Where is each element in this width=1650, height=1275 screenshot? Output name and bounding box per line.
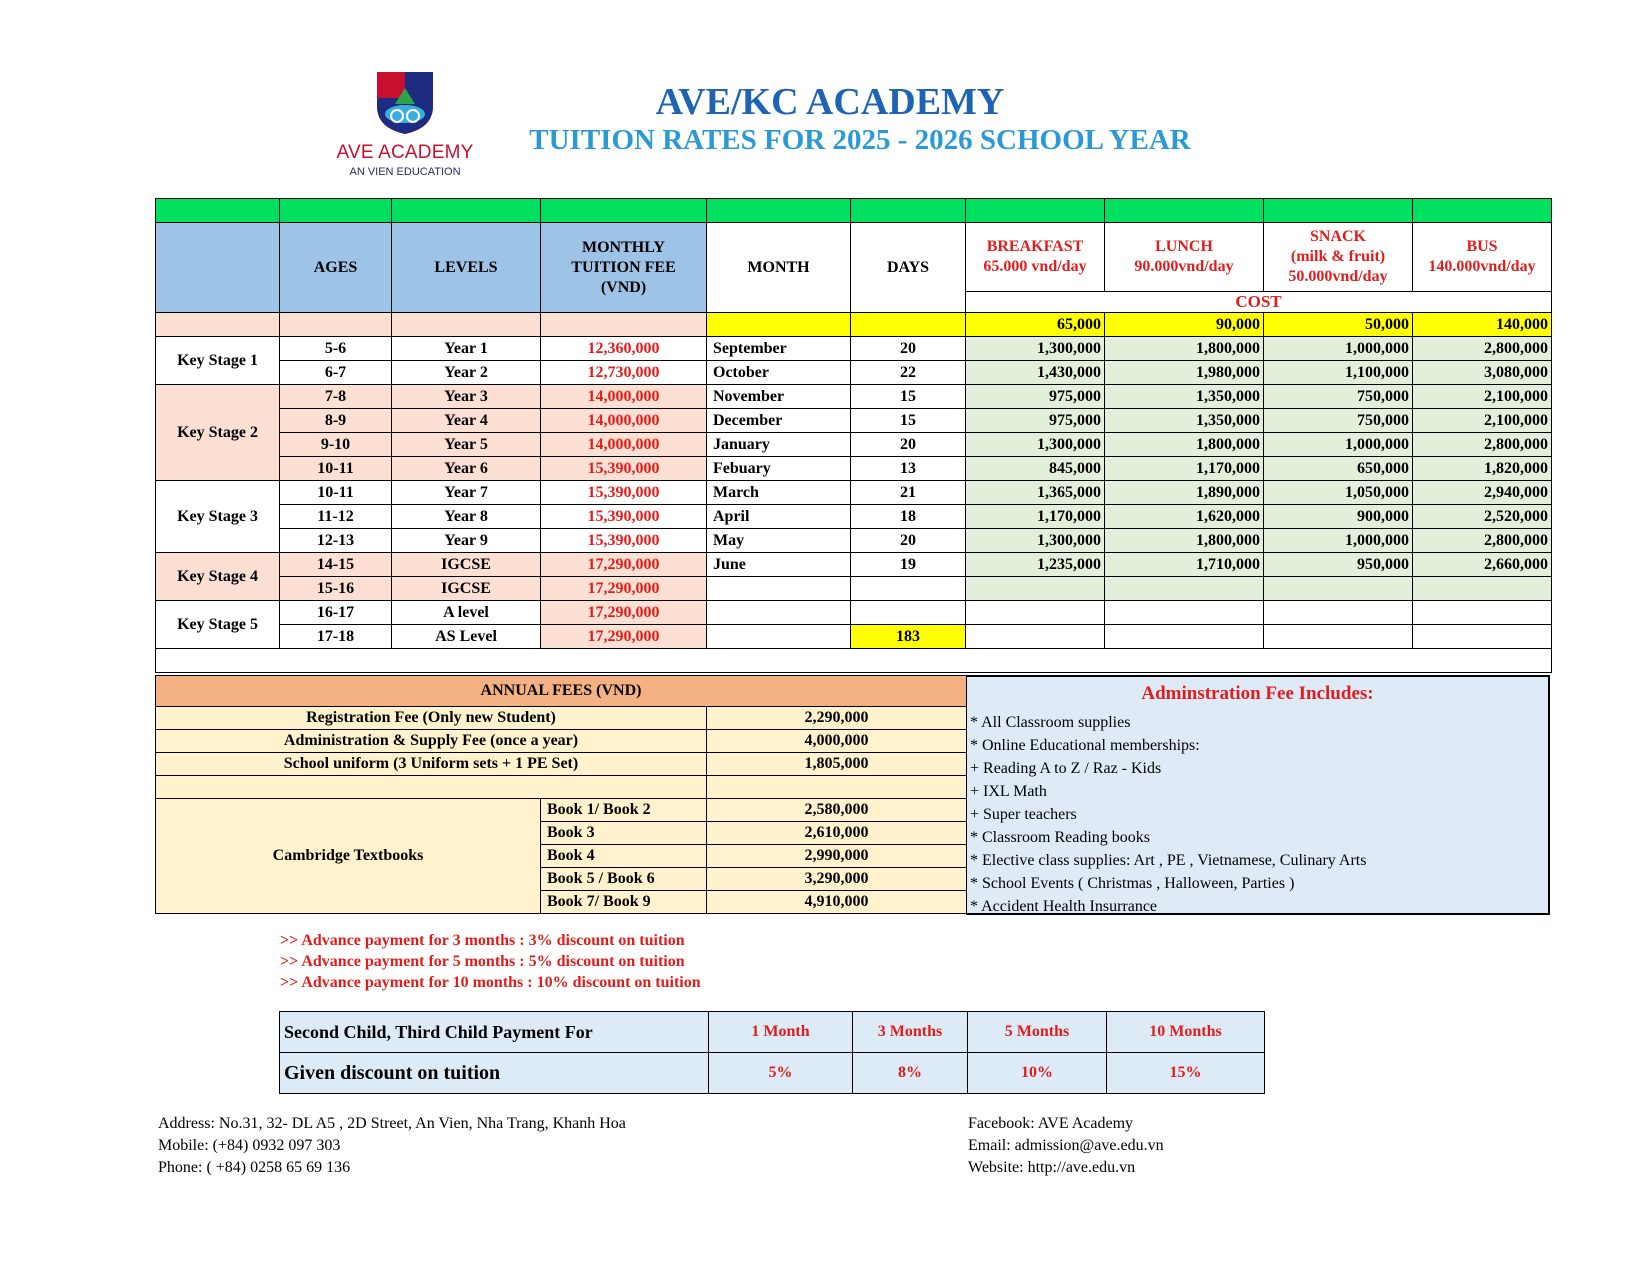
discount-value-row — [280, 1053, 1265, 1094]
discount-cell: 8% — [853, 1053, 968, 1094]
stage-label: Key Stage 2 — [156, 385, 280, 481]
lunch-cell: 1,890,000 — [1105, 481, 1264, 505]
table-row — [156, 505, 1552, 529]
table-row — [156, 433, 1552, 457]
lunch-cell: 1,350,000 — [1105, 409, 1264, 433]
admin-fee-title: Adminstration Fee Includes: — [1141, 683, 1374, 704]
rate-breakfast: 65,000 — [966, 313, 1105, 337]
fee-cell: 15,390,000 — [541, 505, 707, 529]
fee-row — [156, 776, 967, 799]
level-cell: Year 3 — [392, 385, 541, 409]
level-cell: Year 5 — [392, 433, 541, 457]
list-item: * School Events ( Christmas , Halloween, Parties ) — [970, 875, 1295, 892]
age-cell: 11-12 — [280, 505, 392, 529]
logo-brand-text: AVE ACADEMY — [336, 142, 474, 163]
phone-text: Phone: ( +84) 0258 65 69 136 — [158, 1159, 351, 1176]
table-row — [156, 601, 1552, 625]
lunch-cell: 1,710,000 — [1105, 553, 1264, 577]
lunch-cell — [1105, 577, 1264, 601]
snack-cell: 900,000 — [1264, 505, 1413, 529]
days-cell: 13 — [851, 457, 966, 481]
lunch-cell — [1105, 625, 1264, 649]
age-cell: 15-16 — [280, 577, 392, 601]
rate-snack: 50,000 — [1264, 313, 1413, 337]
page-subtitle: TUITION RATES FOR 2025 - 2026 SCHOOL YEAR — [529, 124, 1191, 156]
fee-cell: 14,000,000 — [541, 385, 707, 409]
fee-cell: 14,000,000 — [541, 409, 707, 433]
stage-label: Key Stage 5 — [156, 601, 280, 649]
table-row — [156, 481, 1552, 505]
fee-cell: 14,000,000 — [541, 433, 707, 457]
period-cell: 1 Month — [709, 1012, 853, 1053]
age-cell: 8-9 — [280, 409, 392, 433]
lunch-cell: 1,170,000 — [1105, 457, 1264, 481]
table-row — [156, 337, 1552, 361]
fee-cell: 17,290,000 — [541, 553, 707, 577]
days-cell: 21 — [851, 481, 966, 505]
rate-row — [156, 313, 1552, 337]
spacer-row — [156, 649, 1552, 673]
table-row — [156, 409, 1552, 433]
book-value: 2,580,000 — [707, 799, 967, 822]
bus-cell: 2,800,000 — [1413, 433, 1552, 457]
fee-cell: 15,390,000 — [541, 481, 707, 505]
month-cell: June — [707, 553, 851, 577]
lunch-cell: 1,350,000 — [1105, 385, 1264, 409]
table-row — [156, 577, 1552, 601]
bus-cell — [1413, 625, 1552, 649]
list-item: + IXL Math — [970, 783, 1047, 800]
month-cell — [707, 577, 851, 601]
age-cell: 9-10 — [280, 433, 392, 457]
fee-value: 1,805,000 — [707, 753, 967, 776]
breakfast-cell: 1,300,000 — [966, 433, 1105, 457]
month-cell — [707, 625, 851, 649]
fee-cell: 17,290,000 — [541, 625, 707, 649]
stage-label: Key Stage 1 — [156, 337, 280, 385]
discount-period-row — [280, 1012, 1265, 1053]
mobile-text: Mobile: (+84) 0932 097 303 — [158, 1137, 341, 1154]
fee-row — [156, 730, 967, 753]
fee-row — [156, 753, 967, 776]
contact-right — [968, 1113, 1164, 1179]
annual-fees-title: ANNUAL FEES (VND) — [156, 676, 967, 707]
note-line: >> Advance payment for 3 months : 3% discount on tuition — [280, 932, 685, 949]
list-item: + Reading A to Z / Raz - Kids — [970, 760, 1162, 777]
breakfast-cell: 1,300,000 — [966, 337, 1105, 361]
book-label: Book 7/ Book 9 — [541, 891, 707, 914]
col-header-breakfast: BREAKFAST 65.000 vnd/day — [966, 223, 1105, 292]
level-cell: Year 9 — [392, 529, 541, 553]
month-cell: November — [707, 385, 851, 409]
bus-cell: 2,800,000 — [1413, 337, 1552, 361]
bus-cell — [1413, 577, 1552, 601]
age-cell: 10-11 — [280, 457, 392, 481]
col-header-ages: AGES — [280, 223, 392, 313]
col-header-month: MONTH — [707, 223, 851, 313]
days-cell: 22 — [851, 361, 966, 385]
table-row — [156, 457, 1552, 481]
book-value: 3,290,000 — [707, 868, 967, 891]
period-cell: 10 Months — [1107, 1012, 1265, 1053]
list-item: * Elective class supplies: Art , PE , Vietnamese, Culinary Arts — [970, 852, 1367, 869]
month-cell: December — [707, 409, 851, 433]
age-cell: 17-18 — [280, 625, 392, 649]
facebook-link[interactable]: Facebook: AVE Academy — [968, 1115, 1134, 1132]
table-row — [156, 385, 1552, 409]
advance-payment-notes — [280, 930, 701, 993]
bus-cell: 2,940,000 — [1413, 481, 1552, 505]
col-header-fee: MONTHLY TUITION FEE (VND) — [541, 223, 707, 313]
snack-cell: 1,100,000 — [1264, 361, 1413, 385]
col-header-lunch: LUNCH 90.000vnd/day — [1105, 223, 1264, 292]
snack-cell — [1264, 601, 1413, 625]
col-header-bus: BUS 140.000vnd/day — [1413, 223, 1552, 292]
days-cell: 19 — [851, 553, 966, 577]
table-row — [156, 361, 1552, 385]
table-row — [156, 553, 1552, 577]
days-cell — [851, 601, 966, 625]
page-title: AVE/KC ACADEMY — [655, 81, 1005, 123]
table-row — [156, 625, 1552, 649]
lunch-cell: 1,800,000 — [1105, 433, 1264, 457]
book-label: Book 3 — [541, 822, 707, 845]
fee-value: 2,290,000 — [707, 707, 967, 730]
stage-label: Key Stage 4 — [156, 553, 280, 601]
breakfast-cell — [966, 625, 1105, 649]
month-cell: May — [707, 529, 851, 553]
lunch-cell: 1,800,000 — [1105, 529, 1264, 553]
fee-row — [156, 707, 967, 730]
rate-lunch: 90,000 — [1105, 313, 1264, 337]
level-cell: IGCSE — [392, 553, 541, 577]
discount-cell: 5% — [709, 1053, 853, 1094]
bus-cell: 2,660,000 — [1413, 553, 1552, 577]
age-cell: 6-7 — [280, 361, 392, 385]
school-logo — [322, 70, 488, 182]
email-link[interactable]: Email: admission@ave.edu.vn — [968, 1137, 1164, 1154]
school-crest-icon — [375, 70, 435, 136]
age-cell: 10-11 — [280, 481, 392, 505]
level-cell: AS Level — [392, 625, 541, 649]
annual-fees-header — [156, 676, 967, 707]
breakfast-cell: 1,235,000 — [966, 553, 1105, 577]
level-cell: A level — [392, 601, 541, 625]
breakfast-cell: 1,170,000 — [966, 505, 1105, 529]
textbooks-label: Cambridge Textbooks — [156, 799, 541, 914]
sibling-discount-table — [279, 1011, 1265, 1094]
age-cell: 14-15 — [280, 553, 392, 577]
snack-cell — [1264, 577, 1413, 601]
fee-label: Registration Fee (Only new Student) — [156, 707, 707, 730]
breakfast-cell — [966, 601, 1105, 625]
snack-cell: 1,000,000 — [1264, 433, 1413, 457]
snack-cell — [1264, 625, 1413, 649]
breakfast-cell: 975,000 — [966, 409, 1105, 433]
snack-cell: 1,050,000 — [1264, 481, 1413, 505]
cost-label: COST — [966, 292, 1552, 313]
list-item: + Super teachers — [970, 806, 1077, 823]
column-header-row — [156, 223, 1552, 292]
breakfast-cell: 1,430,000 — [966, 361, 1105, 385]
bus-cell: 2,100,000 — [1413, 385, 1552, 409]
bus-cell: 2,520,000 — [1413, 505, 1552, 529]
rate-bus: 140,000 — [1413, 313, 1552, 337]
fee-label: Administration & Supply Fee (once a year) — [156, 730, 707, 753]
level-cell: Year 2 — [392, 361, 541, 385]
month-cell: Febuary — [707, 457, 851, 481]
book-value: 2,990,000 — [707, 845, 967, 868]
month-cell: April — [707, 505, 851, 529]
days-cell: 18 — [851, 505, 966, 529]
level-cell: Year 8 — [392, 505, 541, 529]
fee-cell: 15,390,000 — [541, 457, 707, 481]
level-cell: Year 4 — [392, 409, 541, 433]
snack-cell: 1,000,000 — [1264, 529, 1413, 553]
list-item: * Classroom Reading books — [970, 829, 1150, 846]
note-line: >> Advance payment for 5 months : 5% discount on tuition — [280, 953, 685, 970]
admin-fee-box — [966, 675, 1550, 915]
period-cell: 5 Months — [968, 1012, 1107, 1053]
age-cell: 5-6 — [280, 337, 392, 361]
total-days-cell: 183 — [851, 625, 966, 649]
note-line: >> Advance payment for 10 months : 10% discount on tuition — [280, 974, 701, 991]
table-row — [156, 529, 1552, 553]
period-cell: 3 Months — [853, 1012, 968, 1053]
fee-cell: 12,730,000 — [541, 361, 707, 385]
annual-fees-table — [155, 675, 967, 914]
level-cell: Year 6 — [392, 457, 541, 481]
book-label: Book 4 — [541, 845, 707, 868]
discount-cell: 15% — [1107, 1053, 1265, 1094]
level-cell: Year 1 — [392, 337, 541, 361]
level-cell: IGCSE — [392, 577, 541, 601]
discount-label: Second Child, Third Child Payment For — [280, 1012, 709, 1053]
month-cell: September — [707, 337, 851, 361]
book-label: Book 1/ Book 2 — [541, 799, 707, 822]
breakfast-cell: 845,000 — [966, 457, 1105, 481]
book-row — [156, 799, 967, 822]
days-cell: 15 — [851, 409, 966, 433]
snack-cell: 950,000 — [1264, 553, 1413, 577]
discount-cell: 10% — [968, 1053, 1107, 1094]
bus-cell: 3,080,000 — [1413, 361, 1552, 385]
days-cell: 20 — [851, 433, 966, 457]
fee-cell: 17,290,000 — [541, 601, 707, 625]
list-item: * Online Educational memberships: — [970, 737, 1200, 754]
lunch-cell: 1,800,000 — [1105, 337, 1264, 361]
bus-cell: 2,800,000 — [1413, 529, 1552, 553]
breakfast-cell: 1,365,000 — [966, 481, 1105, 505]
header-band — [156, 199, 1552, 223]
fee-value: 4,000,000 — [707, 730, 967, 753]
website-link[interactable]: Website: http://ave.edu.vn — [968, 1159, 1136, 1176]
book-value: 2,610,000 — [707, 822, 967, 845]
days-cell: 20 — [851, 337, 966, 361]
discount-label: Given discount on tuition — [280, 1053, 709, 1094]
book-label: Book 5 / Book 6 — [541, 868, 707, 891]
snack-cell: 750,000 — [1264, 385, 1413, 409]
month-cell — [707, 601, 851, 625]
stage-label: Key Stage 3 — [156, 481, 280, 553]
days-cell — [851, 577, 966, 601]
snack-cell: 1,000,000 — [1264, 337, 1413, 361]
address-text: Address: No.31, 32- DL A5 , 2D Street, An Vien, Nha Trang, Khanh Hoa — [158, 1115, 626, 1132]
level-cell: Year 7 — [392, 481, 541, 505]
list-item: * All Classroom supplies — [970, 714, 1131, 731]
fee-cell: 17,290,000 — [541, 577, 707, 601]
breakfast-cell: 1,300,000 — [966, 529, 1105, 553]
bus-cell: 2,100,000 — [1413, 409, 1552, 433]
days-cell: 15 — [851, 385, 966, 409]
bus-cell: 1,820,000 — [1413, 457, 1552, 481]
lunch-cell: 1,620,000 — [1105, 505, 1264, 529]
month-cell: January — [707, 433, 851, 457]
snack-cell: 750,000 — [1264, 409, 1413, 433]
snack-cell: 650,000 — [1264, 457, 1413, 481]
col-header-days: DAYS — [851, 223, 966, 313]
month-cell: March — [707, 481, 851, 505]
tuition-table — [155, 198, 1552, 673]
breakfast-cell: 975,000 — [966, 385, 1105, 409]
lunch-cell — [1105, 601, 1264, 625]
book-value: 4,910,000 — [707, 891, 967, 914]
logo-subtext: AN VIEN EDUCATION — [349, 166, 461, 178]
contact-left — [158, 1113, 626, 1179]
lunch-cell: 1,980,000 — [1105, 361, 1264, 385]
breakfast-cell — [966, 577, 1105, 601]
col-header-snack: SNACK (milk & fruit) 50.000vnd/day — [1264, 223, 1413, 292]
age-cell: 12-13 — [280, 529, 392, 553]
list-item: * Accident Health Insurrance — [970, 898, 1158, 915]
age-cell: 16-17 — [280, 601, 392, 625]
month-cell: October — [707, 361, 851, 385]
fee-cell: 15,390,000 — [541, 529, 707, 553]
bus-cell — [1413, 601, 1552, 625]
col-header-levels: LEVELS — [392, 223, 541, 313]
age-cell: 7-8 — [280, 385, 392, 409]
days-cell: 20 — [851, 529, 966, 553]
fee-label: School uniform (3 Uniform sets + 1 PE Set) — [156, 753, 707, 776]
fee-cell: 12,360,000 — [541, 337, 707, 361]
